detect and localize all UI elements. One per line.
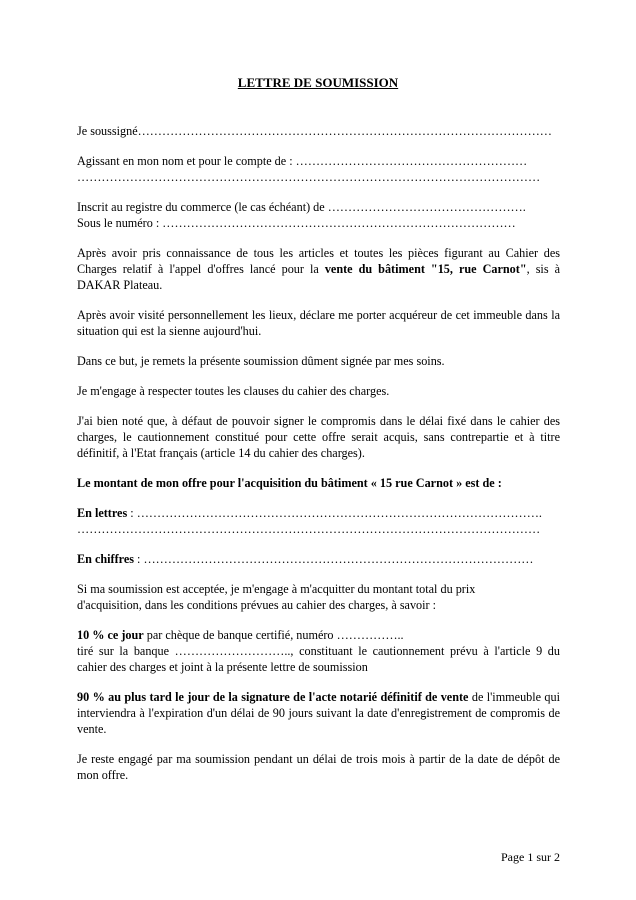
amount-in-words-label: En lettres <box>77 506 128 520</box>
page-number: Page 1 sur 2 <box>501 850 560 864</box>
amount-in-figures-dots: : …………………………………………………………………………………… <box>134 552 534 566</box>
amount-in-words-dots: : ………………………………………………………………………………………. <box>127 506 542 520</box>
acting-for-line: Agissant en mon nom et pour le compte de : ………………………………………………… <box>77 154 528 168</box>
document-body <box>77 123 560 797</box>
acknowledgement-location: , sis à DAKAR Plateau. <box>77 262 561 292</box>
deposit-forfeit-paragraph: J'ai bien noté que, à défaut de pouvoir signer le compromis dans le délai fixé dans le cahier des charges, le cautionnement constitué pour cette offre serait acquis, sans contrepartie et à titre définitif, à l'Etat français (article 14 du cahier des charges). <box>77 414 560 460</box>
deposit-10-label: 10 % ce jour <box>77 628 144 642</box>
signatory-line <box>77 123 560 139</box>
acknowledgement-paragraph <box>77 245 560 293</box>
acting-for-paragraph <box>77 153 560 185</box>
registry-line: Inscrit au registre du commerce (le cas échéant) de …………………………………………. <box>77 200 526 214</box>
amount-in-words-paragraph <box>77 505 560 537</box>
balance-90-text: de l'immeuble qui interviendra à l'expiration d'un délai de 90 jours suivant la date d'enregistrement de compromis de vente. <box>77 690 561 736</box>
registry-paragraph <box>77 199 560 231</box>
amount-in-figures-line <box>77 551 560 567</box>
commitment-paragraph: Je m'engage à respecter toutes les clauses du cahier des charges. <box>77 384 390 398</box>
deposit-10-paragraph <box>77 627 560 675</box>
visit-paragraph: Après avoir visité personnellement les lieux, déclare me porter acquéreur de cet immeuble dans la situation qui est la sienne aujourd'hui. <box>77 308 560 338</box>
deposit-10-cheque: par chèque de banque certifié, numéro …………….. <box>143 628 404 642</box>
acknowledgement-text: Après avoir pris connaissance de tous les articles et toutes les pièces figurant au Cahier des Charges relatif à l'appel d'offres lancé pour la <box>77 246 560 276</box>
balance-90-paragraph <box>77 689 560 737</box>
offer-amount-heading-text: Le montant de mon offre pour l'acquisition du bâtiment « 15 rue Carnot » est de : <box>77 476 502 490</box>
balance-90-label: 90 % au plus tard le jour de la signature de l'acte notarié définitif de vente <box>77 690 469 704</box>
signatory-text: Je soussigné………………………………………………………………………………………… <box>77 124 552 138</box>
deposit-10-bank-text: tiré sur la banque ……………………….., constituant le cautionnement prévu à l'article 9 du cahier des charges et joint à la présente lettre de soumission <box>77 644 560 674</box>
validity-paragraph: Je reste engagé par ma soumission pendant un délai de trois mois à partir de la date de dépôt de mon offre. <box>77 752 560 782</box>
acting-for-dots: …………………………………………………………………………………………………… <box>77 170 541 184</box>
registry-number-line: Sous le numéro : …………………………………………………………………………… <box>77 216 516 230</box>
payment-conditions-paragraph <box>77 581 560 613</box>
offer-amount-heading <box>77 475 560 491</box>
submission-paragraph: Dans ce but, je remets la présente soumission dûment signée par mes soins. <box>77 354 445 368</box>
amount-in-figures-paragraph <box>77 551 560 567</box>
amount-in-words-line <box>77 505 560 521</box>
payment-conditions-line-1: Si ma soumission est acceptée, je m'engage à m'acquitter du montant total du prix <box>77 582 476 596</box>
payment-conditions-line-2: d'acquisition, dans les conditions prévues au cahier des charges, à savoir : <box>77 598 437 612</box>
amount-in-words-dots-2: …………………………………………………………………………………………………… <box>77 522 541 536</box>
amount-in-figures-label: En chiffres <box>77 552 134 566</box>
building-name: vente du bâtiment "15, rue Carnot" <box>324 262 527 276</box>
deposit-10-first-line <box>77 627 560 643</box>
document-title: LETTRE DE SOUMISSION <box>237 75 399 90</box>
